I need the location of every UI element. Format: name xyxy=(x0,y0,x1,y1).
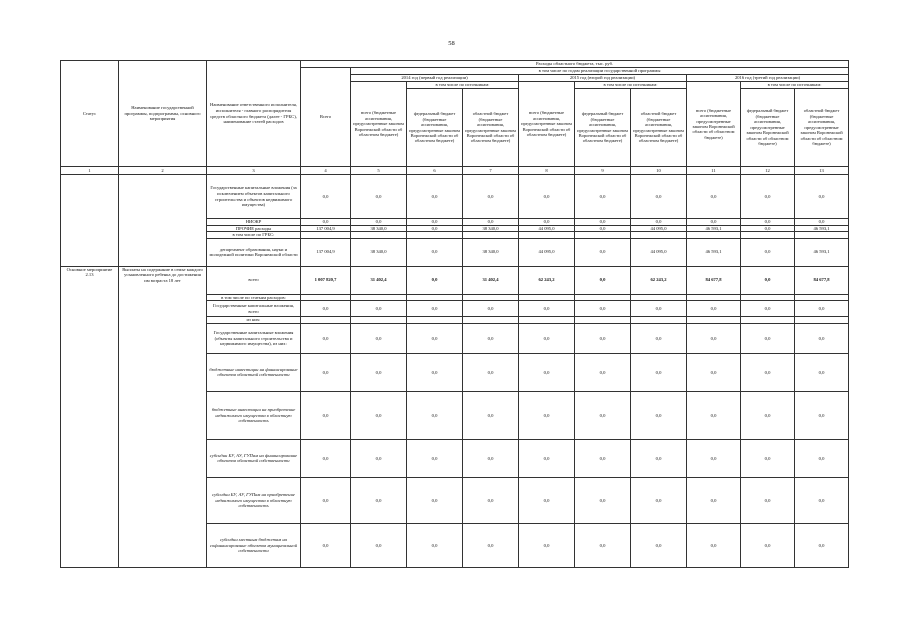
column-number: 4 xyxy=(301,167,351,175)
row-label: Государственные капитальные вложения, всего xyxy=(207,301,301,317)
value-cell: 0,0 xyxy=(687,301,741,317)
value-cell: 0,0 xyxy=(407,219,463,226)
name-cell-empty xyxy=(119,175,207,267)
value-cell: 0,0 xyxy=(301,219,351,226)
header-col-regional: областной бюджет (бюджетные ассигнования, предусмотренные законом Воронежской области об областном бюджете) xyxy=(463,89,519,167)
value-cell: 0,0 xyxy=(407,323,463,353)
value-cell: 0,0 xyxy=(687,175,741,219)
header-col-all: всего (бюджетные ассигнования, предусмотренные законом Воронежской области об областном бюджете) xyxy=(351,82,407,167)
value-cell: 0,0 xyxy=(741,238,795,266)
value-cell: 0,0 xyxy=(575,238,631,266)
value-cell xyxy=(631,317,687,324)
value-cell: 0,0 xyxy=(407,225,463,232)
value-cell: 0,0 xyxy=(631,301,687,317)
row-label: из них: xyxy=(207,317,301,324)
row-label: субсидии БУ, АУ, ГУПам на финансирование объектов областной собственности xyxy=(207,439,301,477)
column-number: 11 xyxy=(687,167,741,175)
value-cell: 0,0 xyxy=(463,219,519,226)
value-cell: 44 095,0 xyxy=(631,238,687,266)
value-cell xyxy=(351,294,407,301)
value-cell: 0,0 xyxy=(741,523,795,567)
header-col-regional: областной бюджет (бюджетные ассигнования, предусмотренные законом Воронежской области об областном бюджете) xyxy=(795,89,849,167)
header-col-all: всего (бюджетные ассигнования, предусмотренные законом Воронежской области об областном бюджете) xyxy=(687,82,741,167)
value-cell: 0,0 xyxy=(687,219,741,226)
row-label: Государственные капитальные вложения (за исключением объектов капитального строительства и объектов недвижимого имущества) xyxy=(207,175,301,219)
value-cell: 38 340,0 xyxy=(463,225,519,232)
value-cell: 0,0 xyxy=(463,391,519,439)
value-cell: 0,0 xyxy=(795,523,849,567)
column-number: 3 xyxy=(207,167,301,175)
column-number: 10 xyxy=(631,167,687,175)
value-cell: 0,0 xyxy=(351,301,407,317)
value-cell: 0,0 xyxy=(741,477,795,523)
value-cell: 0,0 xyxy=(575,219,631,226)
value-cell: 0,0 xyxy=(351,523,407,567)
value-cell: 0,0 xyxy=(741,225,795,232)
value-cell: 38 340,0 xyxy=(351,238,407,266)
column-number: 5 xyxy=(351,167,407,175)
value-cell xyxy=(687,317,741,324)
column-number: 2 xyxy=(119,167,207,175)
value-cell xyxy=(407,232,463,239)
value-cell: 0,0 xyxy=(407,439,463,477)
value-cell xyxy=(575,232,631,239)
value-cell: 0,0 xyxy=(687,353,741,391)
row-label: НИОКР xyxy=(207,219,301,226)
value-cell: 0,0 xyxy=(631,175,687,219)
value-cell: 0,0 xyxy=(463,439,519,477)
header-total: Всего xyxy=(301,68,351,167)
value-cell: 0,0 xyxy=(351,391,407,439)
header-by-sources: в том числе по источникам: xyxy=(741,82,849,89)
value-cell xyxy=(795,232,849,239)
column-number: 13 xyxy=(795,167,849,175)
value-cell xyxy=(407,317,463,324)
value-cell xyxy=(301,232,351,239)
value-cell: 0,0 xyxy=(407,391,463,439)
value-cell: 0,0 xyxy=(631,439,687,477)
value-cell: 0,0 xyxy=(463,175,519,219)
row-label: Государственные капитальные вложения (объекты капитального строительства и недвижимого имущества), из них: xyxy=(207,323,301,353)
value-cell: 0,0 xyxy=(575,353,631,391)
value-cell xyxy=(463,294,519,301)
value-cell xyxy=(351,317,407,324)
status-cell-empty xyxy=(61,175,119,267)
value-cell: 0,0 xyxy=(407,175,463,219)
value-cell: 0,0 xyxy=(741,219,795,226)
value-cell: 0,0 xyxy=(351,175,407,219)
value-cell: 0,0 xyxy=(575,301,631,317)
value-cell: 46 593,1 xyxy=(795,225,849,232)
column-number: 7 xyxy=(463,167,519,175)
column-number: 8 xyxy=(519,167,575,175)
value-cell xyxy=(519,317,575,324)
header-col-all: всего (бюджетные ассигнования, предусмотренные законом Воронежской области об областном бюджете) xyxy=(519,82,575,167)
column-numbers-row xyxy=(61,167,849,175)
value-cell: 0,0 xyxy=(407,523,463,567)
value-cell: 84 677,8 xyxy=(795,266,849,294)
row-label: департамент образования, науки и молодежной политики Воронежской области xyxy=(207,238,301,266)
value-cell xyxy=(463,232,519,239)
value-cell xyxy=(407,294,463,301)
value-cell: 0,0 xyxy=(575,477,631,523)
value-cell: 0,0 xyxy=(463,523,519,567)
value-cell xyxy=(463,317,519,324)
value-cell: 0,0 xyxy=(301,353,351,391)
value-cell: 0,0 xyxy=(687,523,741,567)
value-cell: 0,0 xyxy=(519,353,575,391)
value-cell xyxy=(575,317,631,324)
value-cell: 0,0 xyxy=(301,477,351,523)
value-cell: 0,0 xyxy=(407,477,463,523)
value-cell: 0,0 xyxy=(631,353,687,391)
table-row xyxy=(61,175,849,219)
header-year-2016: 2016 год (третий год реализации) xyxy=(687,75,849,82)
value-cell: 46 593,1 xyxy=(795,238,849,266)
value-cell: 0,0 xyxy=(741,353,795,391)
table-row-main-event xyxy=(61,266,849,294)
value-cell xyxy=(687,232,741,239)
page-number: 58 xyxy=(448,40,455,47)
value-cell: 0,0 xyxy=(631,323,687,353)
value-cell: 0,0 xyxy=(631,391,687,439)
value-cell: 0,0 xyxy=(351,477,407,523)
row-label: субсидии БУ, АУ, ГУПам на приобретение недвижимого имущества в областную собственность xyxy=(207,477,301,523)
value-cell: 0,0 xyxy=(519,439,575,477)
value-cell: 0,0 xyxy=(519,523,575,567)
value-cell: 0,0 xyxy=(795,353,849,391)
value-cell: 62 243,2 xyxy=(631,266,687,294)
header-by-years: в том числе по годам реализации государственной программы xyxy=(351,68,849,75)
value-cell: 46 593,1 xyxy=(687,225,741,232)
value-cell: 0,0 xyxy=(351,439,407,477)
value-cell: 0,0 xyxy=(407,266,463,294)
value-cell: 44 095,0 xyxy=(631,225,687,232)
header-col-federal: федеральный бюджет (бюджетные ассигнования, предусмотренные законом Воронежской области об областном бюджете) xyxy=(575,89,631,167)
value-cell: 0,0 xyxy=(687,391,741,439)
value-cell: 31 402,4 xyxy=(463,266,519,294)
row-label: ПРОЧИЕ расходы xyxy=(207,225,301,232)
budget-table xyxy=(60,60,849,568)
value-cell: 0,0 xyxy=(795,439,849,477)
value-cell xyxy=(301,317,351,324)
value-cell: 0,0 xyxy=(687,439,741,477)
value-cell: 0,0 xyxy=(795,391,849,439)
value-cell: 0,0 xyxy=(795,323,849,353)
value-cell: 0,0 xyxy=(795,301,849,317)
row-label: бюджетные инвестиции на финансирование объектов областной собственности xyxy=(207,353,301,391)
value-cell xyxy=(519,294,575,301)
value-cell xyxy=(301,294,351,301)
value-cell: 0,0 xyxy=(463,353,519,391)
value-cell: 0,0 xyxy=(351,353,407,391)
value-cell: 0,0 xyxy=(741,391,795,439)
value-cell: 38 340,0 xyxy=(463,238,519,266)
value-cell: 38 340,0 xyxy=(351,225,407,232)
header-program-name: Наименование государственной программы, подпрограммы, основного мероприятия xyxy=(119,61,207,167)
main-event-name: Выплаты на содержание в семье каждого усыновленного ребенка до достижения им возраста 18 лет xyxy=(119,266,207,567)
value-cell xyxy=(795,317,849,324)
value-cell: 0,0 xyxy=(463,323,519,353)
header-executor: Наименование ответственного исполнителя, исполнителя - главного распорядителя средств областного бюджета (далее - ГРБС), наименование статей расходов xyxy=(207,61,301,167)
value-cell: 0,0 xyxy=(795,175,849,219)
header-year-2015: 2015 год (второй год реализации) xyxy=(519,75,687,82)
header-by-sources: в том числе по источникам: xyxy=(407,82,519,89)
header-status: Статус xyxy=(61,61,119,167)
main-event-status: Основное мероприятие 2.13 xyxy=(61,266,119,567)
column-number: 6 xyxy=(407,167,463,175)
value-cell: 46 593,1 xyxy=(687,238,741,266)
value-cell: 0,0 xyxy=(351,219,407,226)
row-label: в том числе по ГРБС: xyxy=(207,232,301,239)
value-cell: 0,0 xyxy=(795,219,849,226)
value-cell: 0,0 xyxy=(301,175,351,219)
value-cell: 31 402,4 xyxy=(351,266,407,294)
value-cell: 0,0 xyxy=(463,477,519,523)
column-number: 1 xyxy=(61,167,119,175)
value-cell: 0,0 xyxy=(687,477,741,523)
value-cell xyxy=(741,317,795,324)
value-cell: 44 095,0 xyxy=(519,225,575,232)
value-cell: 0,0 xyxy=(519,477,575,523)
value-cell: 0,0 xyxy=(519,219,575,226)
value-cell: 0,0 xyxy=(631,477,687,523)
value-cell: 0,0 xyxy=(301,301,351,317)
value-cell: 0,0 xyxy=(301,523,351,567)
value-cell: 137 004,9 xyxy=(301,225,351,232)
value-cell xyxy=(351,232,407,239)
value-cell: 0,0 xyxy=(407,238,463,266)
value-cell: 0,0 xyxy=(519,323,575,353)
header-col-federal: федеральный бюджет (бюджетные ассигнования, предусмотренные законом Воронежской области об областном бюджете) xyxy=(407,89,463,167)
value-cell xyxy=(519,232,575,239)
value-cell: 0,0 xyxy=(575,225,631,232)
main-event-label: всего xyxy=(207,266,301,294)
value-cell: 1 007 820,7 xyxy=(301,266,351,294)
header-col-regional: областной бюджет (бюджетные ассигнования, предусмотренные законом Воронежской области об областном бюджете) xyxy=(631,89,687,167)
value-cell: 0,0 xyxy=(741,439,795,477)
value-cell xyxy=(795,294,849,301)
value-cell: 62 243,2 xyxy=(519,266,575,294)
value-cell: 0,0 xyxy=(407,353,463,391)
value-cell: 0,0 xyxy=(407,301,463,317)
value-cell: 0,0 xyxy=(463,301,519,317)
value-cell: 0,0 xyxy=(519,301,575,317)
value-cell: 0,0 xyxy=(575,266,631,294)
value-cell: 0,0 xyxy=(741,323,795,353)
value-cell: 0,0 xyxy=(741,266,795,294)
value-cell: 0,0 xyxy=(741,175,795,219)
header-by-sources: в том числе по источникам: xyxy=(575,82,687,89)
value-cell: 0,0 xyxy=(631,219,687,226)
row-label: субсидии местным бюджетам на софинансирование объектов муниципальной собственности xyxy=(207,523,301,567)
value-cell: 0,0 xyxy=(301,323,351,353)
value-cell: 0,0 xyxy=(795,477,849,523)
header-expenses-title: Расходы областного бюджета, тыс. руб. xyxy=(301,61,849,68)
value-cell xyxy=(741,294,795,301)
value-cell: 44 095,0 xyxy=(519,238,575,266)
value-cell: 0,0 xyxy=(301,391,351,439)
value-cell: 0,0 xyxy=(575,391,631,439)
value-cell xyxy=(631,294,687,301)
row-label: бюджетные инвестиции на приобретение недвижимого имущества в областную собственность xyxy=(207,391,301,439)
column-number: 12 xyxy=(741,167,795,175)
value-cell: 137 004,9 xyxy=(301,238,351,266)
value-cell: 0,0 xyxy=(631,523,687,567)
value-cell: 0,0 xyxy=(575,175,631,219)
value-cell: 0,0 xyxy=(351,323,407,353)
value-cell xyxy=(687,294,741,301)
row-label: в том числе по статьям расходов: xyxy=(207,294,301,301)
value-cell: 0,0 xyxy=(575,323,631,353)
value-cell: 0,0 xyxy=(741,301,795,317)
value-cell: 84 677,8 xyxy=(687,266,741,294)
value-cell: 0,0 xyxy=(519,391,575,439)
value-cell: 0,0 xyxy=(519,175,575,219)
header-col-federal: федеральный бюджет (бюджетные ассигнования, предусмотренные законом Воронежской области об областном бюджете) xyxy=(741,89,795,167)
column-number: 9 xyxy=(575,167,631,175)
value-cell xyxy=(575,294,631,301)
value-cell xyxy=(741,232,795,239)
value-cell: 0,0 xyxy=(575,523,631,567)
value-cell xyxy=(631,232,687,239)
value-cell: 0,0 xyxy=(301,439,351,477)
value-cell: 0,0 xyxy=(575,439,631,477)
value-cell: 0,0 xyxy=(687,323,741,353)
header-year-2014: 2014 год (первый год реализации) xyxy=(351,75,519,82)
